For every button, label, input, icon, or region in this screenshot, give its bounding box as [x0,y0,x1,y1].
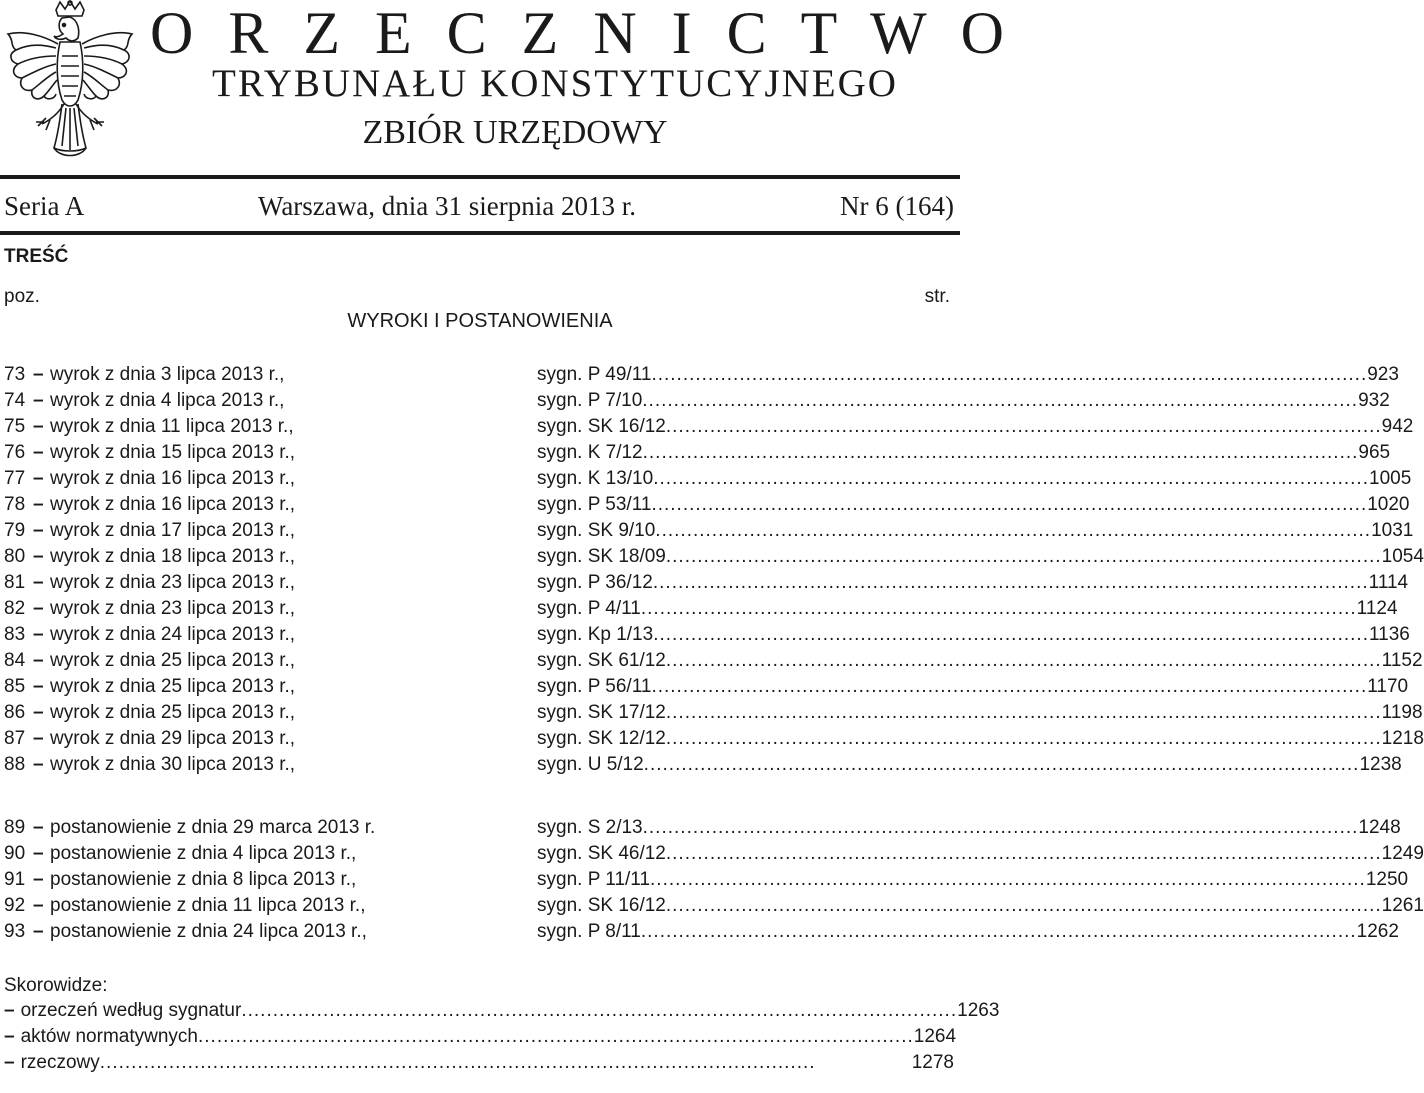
collection-name: ZBIÓR URZĘDOWY [362,114,668,151]
toc-entry: 80 – wyrok z dnia 18 lipca 2013 r., sygn. SK 18/09 .................................................................................................................. 1054 [4,546,1424,567]
index-entry: – aktów normatywnych .................................................................................................................. 1264 [4,1026,957,1047]
index-entry: – rzeczowy .................................................................................................................. 1278 [4,1052,954,1073]
toc-entry: 82 – wyrok z dnia 23 lipca 2013 r., sygn. P 4/11 .................................................................................................................. 1124 [4,598,1398,619]
toc-entry: 85 – wyrok z dnia 25 lipca 2013 r., sygn. P 56/11 .................................................................................................................. 1170 [4,676,1409,697]
toc-entry: 75 – wyrok z dnia 11 lipca 2013 r., sygn. SK 16/12 .................................................................................................................. 942 [4,416,1414,437]
toc-entry: 90 – postanowienie z dnia 4 lipca 2013 r., sygn. SK 46/12 .................................................................................................................. 1249 [4,843,1424,864]
header-rule-top [0,175,960,179]
toc-entry: 92 – postanowienie z dnia 11 lipca 2013 r., sygn. SK 16/12 .................................................................................................................. 1261 [4,895,1424,916]
toc-entry: 76 – wyrok z dnia 15 lipca 2013 r., sygn. K 7/12 .................................................................................................................. 965 [4,442,1391,463]
column-label-page: str. [924,286,950,307]
index-entry: – orzeczeń według sygnatur .................................................................................................................. 1263 [4,1000,1000,1021]
toc-entry: 73 – wyrok z dnia 3 lipca 2013 r., sygn. P 49/11 .................................................................................................................. 923 [4,364,1399,385]
toc-entry: 77 – wyrok z dnia 16 lipca 2013 r., sygn. K 13/10 .................................................................................................................. 1005 [4,468,1412,489]
toc-entry: 89 – postanowienie z dnia 29 marca 2013 r. sygn. S 2/13 .................................................................................................................. 1248 [4,817,1401,838]
issue-place-date: Warszawa, dnia 31 sierpnia 2013 r. [258,191,636,221]
toc-entry: 81 – wyrok z dnia 23 lipca 2013 r., sygn. P 36/12 .................................................................................................................. 1114 [4,572,1409,593]
toc-heading: TREŚĆ [4,246,69,267]
publication-title: O R Z E C Z N I C T W O [150,0,1014,66]
toc-entry: 83 – wyrok z dnia 24 lipca 2013 r., sygn. Kp 1/13 .................................................................................................................. 1136 [4,624,1410,645]
toc-entry: 87 – wyrok z dnia 29 lipca 2013 r., sygn. SK 12/12 .................................................................................................................. 1218 [4,728,1424,749]
toc-entry: 93 – postanowienie z dnia 24 lipca 2013 r., sygn. P 8/11 .................................................................................................................. 1262 [4,921,1399,942]
toc-entry: 91 – postanowienie z dnia 8 lipca 2013 r., sygn. P 11/11 .................................................................................................................. 1250 [4,869,1409,890]
header-rule-bottom [0,231,960,235]
toc-entry: 74 – wyrok z dnia 4 lipca 2013 r., sygn. P 7/10 .................................................................................................................. 932 [4,390,1390,411]
polish-eagle-emblem [0,0,140,168]
toc-entry: 78 – wyrok z dnia 16 lipca 2013 r., sygn. P 53/11 .................................................................................................................. 1020 [4,494,1410,515]
column-label-position: poz. [4,286,40,307]
publication-subtitle: TRYBUNAŁU KONSTYTUCYJNEGO [212,62,898,105]
issue-number: Nr 6 (164) [840,191,954,221]
indexes-title: Skorowidze: [4,975,108,996]
toc-entry: 79 – wyrok z dnia 17 lipca 2013 r., sygn. SK 9/10 .................................................................................................................. 1031 [4,520,1414,541]
toc-entry: 84 – wyrok z dnia 25 lipca 2013 r., sygn. SK 61/12 .................................................................................................................. 1152 [4,650,1423,671]
toc-entry: 86 – wyrok z dnia 25 lipca 2013 r., sygn. SK 17/12 .................................................................................................................. 1198 [4,702,1423,723]
toc-entry: 88 – wyrok z dnia 30 lipca 2013 r., sygn. U 5/12 .................................................................................................................. 1238 [4,754,1402,775]
series-label: Seria A [4,191,85,221]
section-title: WYROKI I POSTANOWIENIA [347,310,613,332]
issue-line [0,190,960,226]
